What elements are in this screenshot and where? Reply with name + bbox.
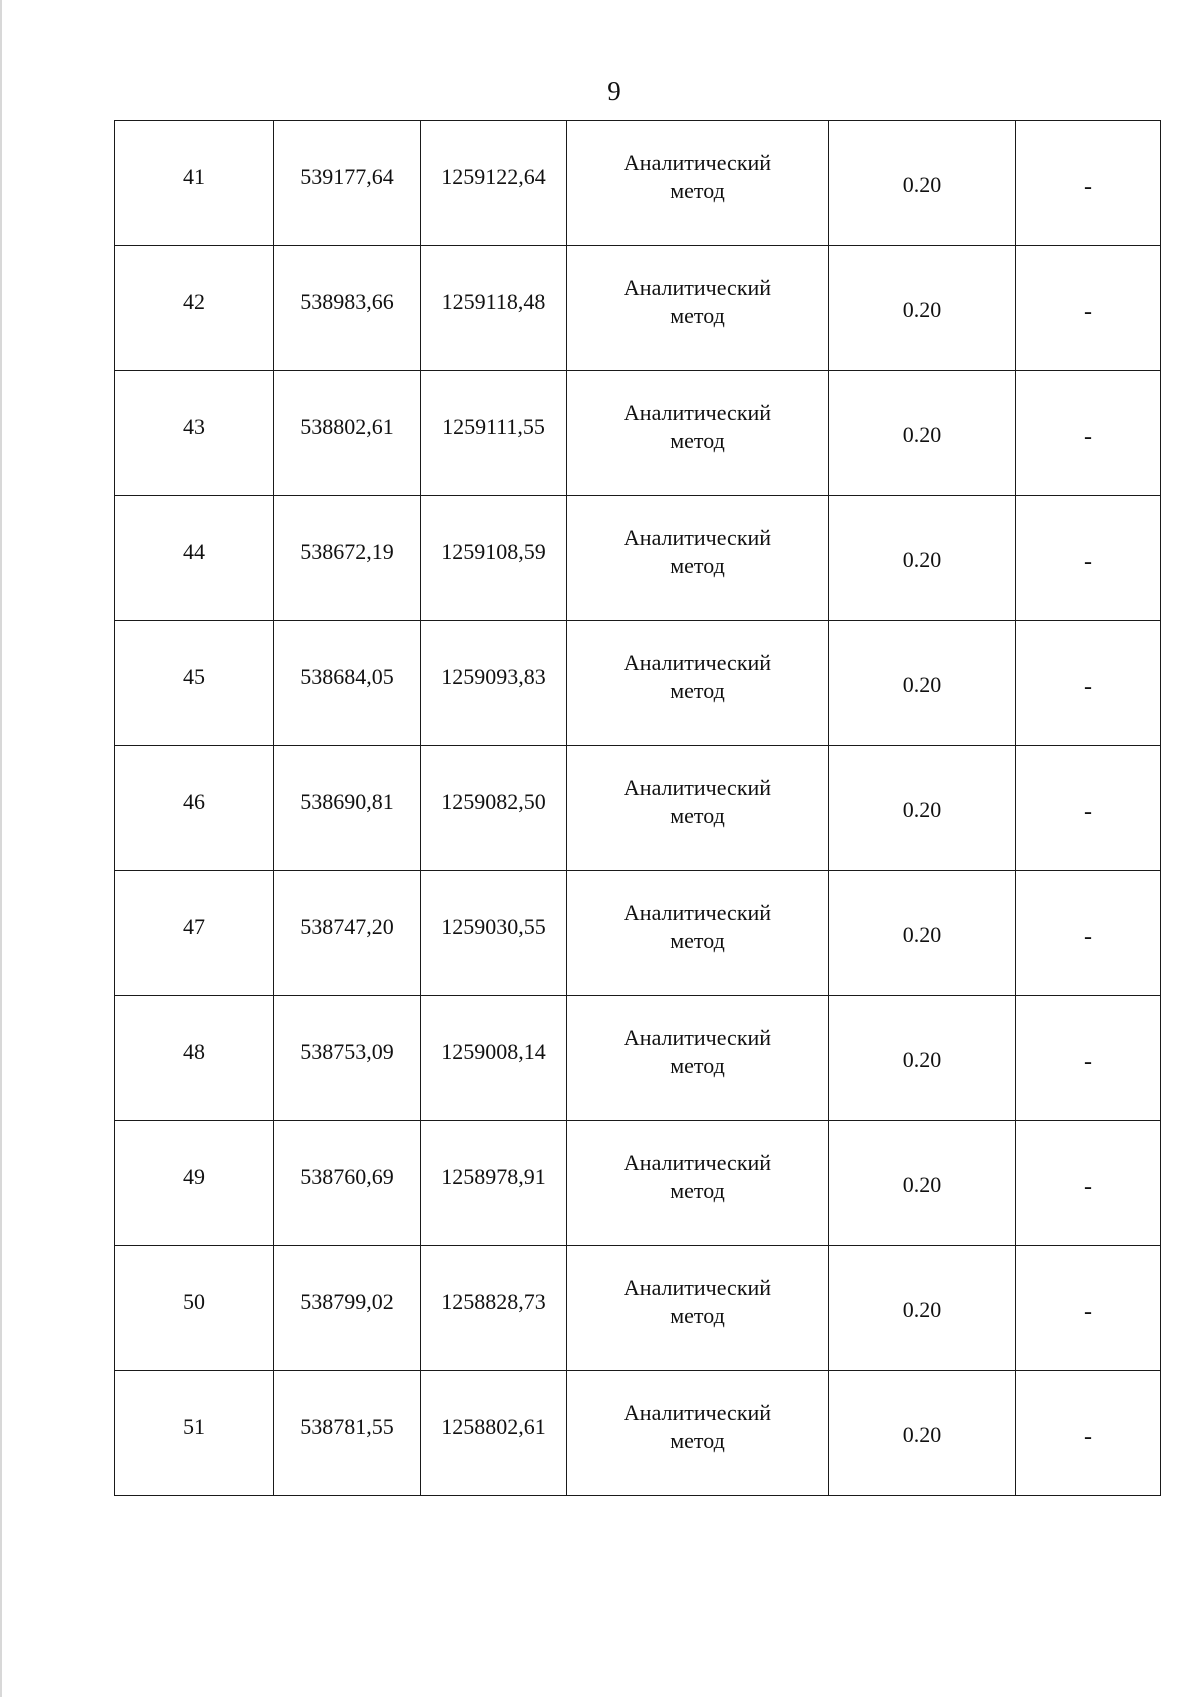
note-text: - [1084,923,1092,950]
point-number-text: 50 [183,1289,205,1314]
table-row [115,621,1161,746]
point-number-cell [115,496,274,621]
point-number-text: 46 [183,789,205,814]
coordinate-y-cell [421,246,567,371]
coordinate-x-cell [274,1371,421,1496]
note-text: - [1084,298,1092,325]
point-number-text: 48 [183,1039,205,1064]
coordinate-x-cell [274,996,421,1121]
method-cell [567,1121,829,1246]
method-cell [567,371,829,496]
accuracy-cell [829,746,1016,871]
method-text: метод [670,1428,725,1453]
coordinate-y-text: 1259118,48 [441,289,546,314]
coordinate-x-text: 538799,02 [300,1289,394,1314]
table-row [115,746,1161,871]
coordinate-y-text: 1258802,61 [441,1414,546,1439]
accuracy-text: 0.20 [902,797,942,822]
coordinate-x-cell [274,496,421,621]
method-text: метод [670,553,725,578]
note-text: - [1084,1298,1092,1325]
accuracy-text: 0.20 [902,422,942,447]
method-cell [567,746,829,871]
note-cell [1016,621,1161,746]
coordinate-x-cell [274,871,421,996]
method-text: метод [670,303,725,328]
point-number-text: 41 [183,164,205,189]
point-number-cell [115,1121,274,1246]
accuracy-text: 0.20 [902,1047,942,1072]
accuracy-text: 0.20 [902,672,942,697]
accuracy-text: 0.20 [902,922,942,947]
note-cell [1016,746,1161,871]
point-number-cell [115,1371,274,1496]
coordinate-y-text: 1258828,73 [441,1289,546,1314]
coordinate-y-text: 1258978,91 [441,1164,546,1189]
coordinate-x-cell [274,371,421,496]
note-text: - [1084,548,1092,575]
table-row [115,371,1161,496]
coordinate-x-text: 538690,81 [300,789,394,814]
table-row [115,871,1161,996]
method-text: Аналитический [623,1025,772,1050]
coordinate-x-cell [274,121,421,246]
note-text: - [1084,173,1092,200]
table-row [115,246,1161,371]
note-cell [1016,1371,1161,1496]
method-text: Аналитический [623,275,772,300]
method-cell [567,1371,829,1496]
point-number-text: 49 [183,1164,205,1189]
table-row [115,1371,1161,1496]
coordinate-x-text: 539177,64 [300,164,394,189]
coordinate-x-text: 538802,61 [300,414,394,439]
method-cell [567,1246,829,1371]
accuracy-text: 0.20 [902,1297,942,1322]
method-text: Аналитический [623,650,772,675]
accuracy-cell [829,1121,1016,1246]
coordinate-x-text: 538684,05 [300,664,394,689]
table-row [115,996,1161,1121]
method-text: Аналитический [623,775,772,800]
note-cell [1016,246,1161,371]
coordinate-y-text: 1259030,55 [441,914,546,939]
coordinate-x-cell [274,746,421,871]
coordinate-x-text: 538672,19 [300,539,394,564]
coordinate-y-cell [421,746,567,871]
method-cell [567,496,829,621]
accuracy-cell [829,1371,1016,1496]
method-cell [567,121,829,246]
point-number-cell [115,371,274,496]
method-text: метод [670,1053,725,1078]
coordinate-y-text: 1259111,55 [442,414,545,439]
note-cell [1016,1246,1161,1371]
coordinate-x-text: 538760,69 [300,1164,394,1189]
coordinate-y-cell [421,1371,567,1496]
point-number-cell [115,621,274,746]
method-text: метод [670,178,725,203]
accuracy-text: 0.20 [902,297,942,322]
table-row [115,1121,1161,1246]
accuracy-cell [829,246,1016,371]
point-number-cell [115,996,274,1121]
point-number-text: 42 [183,289,205,314]
coordinate-y-cell [421,371,567,496]
note-cell [1016,371,1161,496]
note-cell [1016,121,1161,246]
note-cell [1016,996,1161,1121]
coordinate-y-cell [421,496,567,621]
method-text: метод [670,428,725,453]
note-text: - [1084,673,1092,700]
note-cell [1016,871,1161,996]
accuracy-text: 0.20 [902,172,942,197]
coordinates-table-body [115,121,1161,1496]
accuracy-cell [829,496,1016,621]
point-number-cell [115,871,274,996]
accuracy-text: 0.20 [902,547,942,572]
coordinate-y-text: 1259093,83 [441,664,546,689]
method-text: метод [670,1178,725,1203]
accuracy-cell [829,371,1016,496]
point-number-cell [115,746,274,871]
coordinate-y-text: 1259008,14 [441,1039,546,1064]
page-number: 9 [607,76,621,106]
method-text: Аналитический [623,150,772,175]
coordinate-x-cell [274,621,421,746]
coordinate-x-cell [274,1246,421,1371]
coordinate-y-cell [421,621,567,746]
accuracy-cell [829,621,1016,746]
coordinate-x-cell [274,246,421,371]
coordinates-table [114,120,1161,1496]
accuracy-cell [829,996,1016,1121]
table-row [115,1246,1161,1371]
method-cell [567,871,829,996]
coordinate-y-text: 1259122,64 [441,164,546,189]
point-number-text: 47 [183,914,205,939]
method-text: Аналитический [623,1150,772,1175]
point-number-cell [115,1246,274,1371]
method-text: Аналитический [623,1400,772,1425]
accuracy-cell [829,121,1016,246]
method-text: Аналитический [623,1275,772,1300]
coordinate-y-text: 1259082,50 [441,789,546,814]
accuracy-cell [829,1246,1016,1371]
method-text: Аналитический [623,525,772,550]
coordinate-x-text: 538753,09 [300,1039,394,1064]
coordinate-x-text: 538983,66 [300,289,394,314]
table-row [115,121,1161,246]
coordinate-y-cell [421,1121,567,1246]
point-number-text: 45 [183,664,205,689]
point-number-cell [115,121,274,246]
coordinate-y-cell [421,871,567,996]
coordinate-x-text: 538781,55 [300,1414,394,1439]
method-text: Аналитический [623,900,772,925]
method-cell [567,246,829,371]
point-number-text: 44 [183,539,205,564]
point-number-text: 43 [183,414,205,439]
accuracy-cell [829,871,1016,996]
coordinate-x-text: 538747,20 [300,914,394,939]
coordinate-y-text: 1259108,59 [441,539,546,564]
accuracy-text: 0.20 [902,1172,942,1197]
method-text: метод [670,928,725,953]
note-text: - [1084,1423,1092,1450]
note-text: - [1084,423,1092,450]
method-text: метод [670,678,725,703]
note-text: - [1084,1173,1092,1200]
method-text: метод [670,803,725,828]
method-cell [567,621,829,746]
note-text: - [1084,1048,1092,1075]
method-text: Аналитический [623,400,772,425]
coordinate-x-cell [274,1121,421,1246]
coordinate-y-cell [421,121,567,246]
note-cell [1016,1121,1161,1246]
note-cell [1016,496,1161,621]
scan-edge [0,0,2,1697]
method-text: метод [670,1303,725,1328]
accuracy-text: 0.20 [902,1422,942,1447]
coordinate-y-cell [421,996,567,1121]
table-row [115,496,1161,621]
method-cell [567,996,829,1121]
point-number-text: 51 [183,1414,205,1439]
coordinate-y-cell [421,1246,567,1371]
note-text: - [1084,798,1092,825]
point-number-cell [115,246,274,371]
